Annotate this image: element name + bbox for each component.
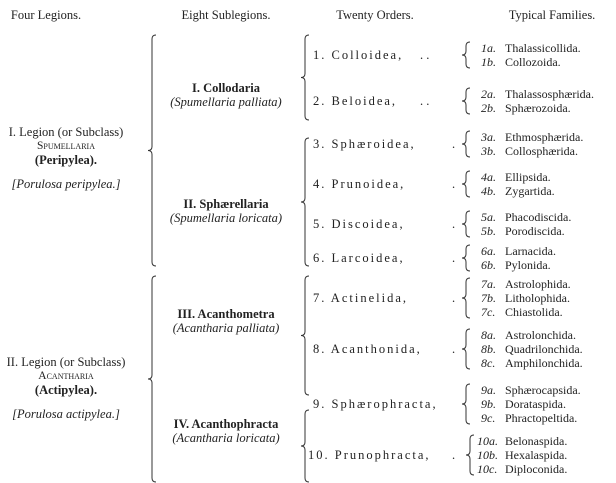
leader-dots: .: [452, 177, 456, 191]
legion-alt-name: (Actipylea).: [34, 383, 98, 397]
family-label: 9b.: [481, 397, 496, 411]
order-name: 10. Prunophracta,: [308, 448, 431, 462]
family-name: Thalassosphærida.: [505, 87, 594, 101]
family-name: Chiastolida.: [505, 305, 563, 319]
family-label: 3b.: [481, 144, 496, 158]
leader-dots: .: [452, 342, 456, 356]
family-label: 9a.: [481, 383, 496, 397]
family-name: Pylonida.: [505, 258, 551, 272]
family-brace: [462, 278, 470, 318]
header-legions: Four Legions.: [10, 8, 82, 22]
legion-name: Acantharia: [38, 370, 94, 382]
order-name: 7. Actinelida,: [313, 291, 408, 305]
family-brace: [462, 131, 470, 157]
family-label: 6b.: [481, 258, 496, 272]
family-label: 5b.: [481, 224, 496, 238]
leader-dots: .: [452, 251, 456, 265]
family-label: 8b.: [481, 342, 496, 356]
order-name: 4. Prunoidea,: [313, 177, 406, 191]
order-name: 2. Beloidea,: [313, 94, 398, 108]
family-label: 7b.: [481, 291, 496, 305]
family-brace: [462, 42, 470, 68]
sublegion-brace: [301, 35, 309, 120]
header-sublegions: Eight Sublegions.: [181, 8, 271, 22]
family-name: Collosphærida.: [505, 144, 579, 158]
leader-dots: .: [452, 291, 456, 305]
legion-synonym: [Porulosa actipylea.]: [12, 407, 120, 421]
family-label: 10a.: [477, 434, 498, 448]
sublegion-name: III. Acanthometra: [177, 307, 275, 321]
family-name: Dorataspida.: [505, 397, 566, 411]
family-name: Phacodiscida.: [505, 210, 572, 224]
sublegion-brace: [301, 276, 309, 395]
family-name: Ethmosphærida.: [505, 130, 584, 144]
legion-brace: [148, 35, 156, 266]
header-orders: Twenty Orders.: [336, 8, 414, 22]
family-name: Belonaspida.: [505, 434, 568, 448]
family-name: Diploconida.: [505, 462, 568, 476]
family-label: 3a.: [481, 130, 496, 144]
legion-brace: [148, 276, 156, 482]
family-label: 1a.: [481, 41, 496, 55]
family-name: Zygartida.: [505, 184, 555, 198]
family-name: Porodiscida.: [505, 224, 565, 238]
family-name: Collozoida.: [505, 55, 561, 69]
sublegion-name: II. Sphærellaria: [183, 197, 269, 211]
legion-name: Spumellaria: [37, 140, 95, 152]
family-label: 7c.: [481, 305, 496, 319]
leader-dots: . .: [420, 94, 430, 108]
family-name: Larnacida.: [505, 244, 556, 258]
family-name: Astrolophida.: [505, 277, 571, 291]
family-name: Astrolonchida.: [505, 328, 576, 342]
sublegion-synonym: (Acantharia palliata): [172, 321, 280, 335]
legion-alt-name: (Peripylea).: [34, 153, 98, 167]
family-label: 10c.: [477, 462, 498, 476]
family-name: Phractopeltida.: [505, 411, 578, 425]
order-name: 3. Sphæroidea,: [313, 137, 416, 151]
family-name: Amphilonchida.: [505, 356, 583, 370]
family-brace: [466, 435, 474, 475]
family-label: 7a.: [481, 277, 496, 291]
legion-synonym: [Porulosa peripylea.]: [11, 177, 121, 191]
sublegion-synonym: (Spumellaria palliata): [170, 95, 282, 109]
leader-dots: . .: [420, 48, 430, 62]
family-name: Ellipsida.: [505, 170, 551, 184]
leader-dots: .: [452, 448, 456, 462]
family-label: 4b.: [481, 184, 496, 198]
family-label: 4a.: [481, 170, 496, 184]
family-label: 2b.: [481, 101, 496, 115]
legion-title: I. Legion (or Subclass): [8, 125, 124, 139]
family-label: 1b.: [481, 55, 496, 69]
legion-title: II. Legion (or Subclass): [6, 355, 126, 369]
sublegion-brace: [301, 138, 309, 266]
order-name: 5. Discoidea,: [313, 217, 405, 231]
leader-dots: .: [452, 217, 456, 231]
family-label: 8c.: [481, 356, 496, 370]
sublegion-synonym: (Spumellaria loricata): [169, 211, 283, 225]
family-name: Hexalaspida.: [505, 448, 568, 462]
order-name: 6. Larcoidea,: [313, 251, 405, 265]
family-brace: [462, 245, 470, 271]
sublegion-brace: [301, 410, 309, 482]
family-name: Sphærozoida.: [505, 101, 571, 115]
family-label: 9c.: [481, 411, 496, 425]
order-name: 9. Sphærophracta,: [313, 397, 438, 411]
family-label: 5a.: [481, 210, 496, 224]
order-name: 8. Acanthonida,: [313, 342, 422, 356]
sublegion-synonym: (Acantharia loricata): [172, 431, 280, 445]
sublegion-name: I. Collodaria: [191, 81, 261, 95]
family-label: 10b.: [477, 448, 498, 462]
family-name: Quadrilonchida.: [505, 342, 583, 356]
family-brace: [462, 384, 470, 424]
family-name: Litholophida.: [505, 291, 570, 305]
family-label: 8a.: [481, 328, 496, 342]
family-brace: [462, 329, 470, 369]
family-label: 2a.: [481, 87, 496, 101]
sublegion-name: IV. Acanthophracta: [173, 417, 279, 431]
order-name: 1. Colloidea,: [313, 48, 404, 62]
leader-dots: .: [452, 137, 456, 151]
family-brace: [462, 171, 470, 197]
family-brace: [462, 211, 470, 237]
family-brace: [462, 88, 470, 114]
family-name: Thalassicollida.: [505, 41, 581, 55]
header-families: Typical Families.: [508, 8, 596, 22]
family-label: 6a.: [481, 244, 496, 258]
family-name: Sphærocapsida.: [505, 383, 581, 397]
